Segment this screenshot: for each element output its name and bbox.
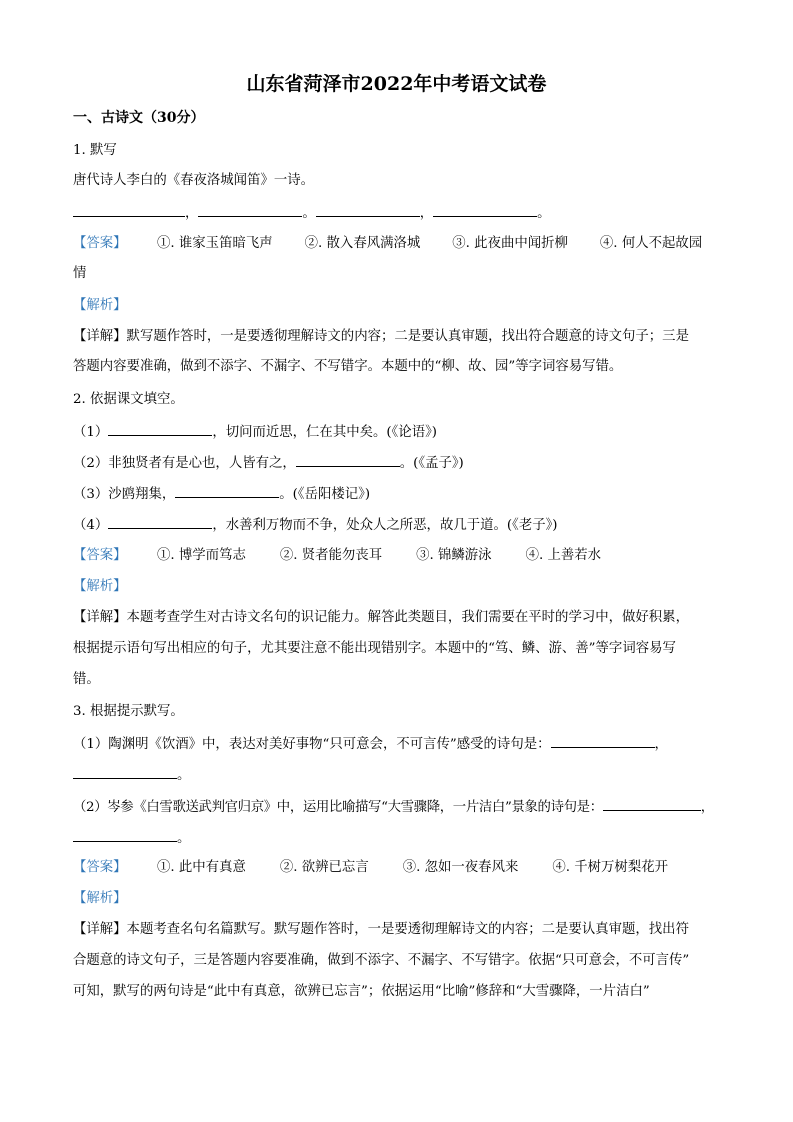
q3-detail: 可知，默写的两句诗是“此中有真意，欲辨已忘言”；依据运用“比喻”修辞和“大雪骤降，一片洁白” xyxy=(73,984,650,999)
answer-item: ②. 欲辨已忘言 xyxy=(279,860,369,875)
punct: ， xyxy=(185,206,199,221)
punct: 。 xyxy=(537,206,551,221)
answer-item: ②. 贤者能勿丧耳 xyxy=(279,548,383,563)
q3-item-1-continued xyxy=(73,764,733,786)
answer-item: ④. 上善若水 xyxy=(525,548,602,563)
answer-blank[interactable] xyxy=(108,421,212,436)
answer-item: ①. 此中有真意 xyxy=(157,860,246,875)
item-prefix: （3）沙鸥翔集， xyxy=(73,487,176,502)
answer-item: ①. 博学而笃志 xyxy=(157,548,246,563)
q2-detail: 根据提示语句写出相应的句子，尤其要注意不能出现错别字。本题中的“笃、鳞、游、善”等字词容易写 xyxy=(73,641,676,656)
q1-prompt: 唐代诗人李白的《春夜洛城闻笛》一诗。 xyxy=(73,173,315,188)
item-suffix: 。(《孟子》) xyxy=(399,456,464,471)
q2-answer xyxy=(73,546,733,566)
item-suffix: ，水善利万物而不争，处众人之所恶，故几于道。(《老子》) xyxy=(212,518,558,533)
item-prefix: （2）岑参《白雪歌送武判官归京》中，运用比喻描写“大雪骤降，一片洁白”景象的诗句是： xyxy=(73,800,603,815)
q3-item-2 xyxy=(73,796,733,818)
q3-item-1 xyxy=(73,733,733,755)
q3-item-2-continued xyxy=(73,827,733,849)
answer-blank[interactable] xyxy=(198,202,302,217)
q1-blanks xyxy=(73,202,733,224)
q3-detail: 【详解】本题考查名句名篇默写。默写题作答时，一是要透彻理解诗文的内容；二是要认真审题，找出符 xyxy=(73,922,689,937)
q1-heading: 1. 默写 xyxy=(73,143,117,158)
q2-item-1 xyxy=(73,421,733,443)
page-title: 山东省菏泽市2022年中考语文试卷 xyxy=(246,73,547,95)
answer-blank[interactable] xyxy=(73,202,185,217)
answer-label: 【答案】 xyxy=(73,236,127,251)
answer-item: ④. 何人不起故园 xyxy=(599,236,703,251)
answer-blank[interactable] xyxy=(73,827,177,842)
answer-blank[interactable] xyxy=(603,796,701,811)
punct: 。 xyxy=(177,831,191,846)
item-prefix: （2）非独贤者有是心也，人皆有之， xyxy=(73,456,296,471)
analysis-label: 【解析】 xyxy=(73,298,127,313)
answer-blank[interactable] xyxy=(175,483,279,498)
answer-item: ④. 千树万树梨花开 xyxy=(552,860,668,875)
answer-label: 【答案】 xyxy=(73,860,127,875)
item-prefix: （1） xyxy=(73,425,109,440)
answer-blank[interactable] xyxy=(73,764,177,779)
answer-blank[interactable] xyxy=(296,452,400,467)
punct: 。 xyxy=(302,206,316,221)
q2-item-2 xyxy=(73,452,733,474)
answer-item: ③. 忽如一夜春风来 xyxy=(402,860,519,875)
answer-item: ①. 谁家玉笛暗飞声 xyxy=(157,236,273,251)
q2-detail: 【详解】本题考查学生对古诗文名句的识记能力。解答此类题目，我们需要在平时的学习中，做好积累， xyxy=(73,610,689,625)
item-prefix: （1）陶渊明《饮酒》中，表达对美好事物“只可意会，不可言传”感受的诗句是： xyxy=(73,737,551,752)
answer-blank[interactable] xyxy=(551,733,655,748)
answer-item: ③. 锦鳞游泳 xyxy=(416,548,492,563)
analysis-label: 【解析】 xyxy=(73,579,127,594)
q3-detail: 合题意的诗文句子，三是答题内容要准确，做到不添字、不漏字、不写错字。依据“只可意会，不可言传” xyxy=(73,953,690,968)
q2-detail: 错。 xyxy=(73,672,100,687)
item-suffix: ，切问而近思，仁在其中矣。(《论语》) xyxy=(212,425,438,440)
section-heading: 一、古诗文（30分） xyxy=(73,110,205,126)
q2-item-4 xyxy=(73,514,733,536)
q1-answer-continued: 情 xyxy=(73,266,87,281)
q1-detail: 答题内容要准确，做到不添字、不漏字、不写错字。本题中的“柳、故、园”等字词容易写错。 xyxy=(73,359,623,374)
item-prefix: （4） xyxy=(73,518,109,533)
answer-blank[interactable] xyxy=(316,202,420,217)
answer-item: ②. 散入春风满洛城 xyxy=(304,236,421,251)
q3-heading: 3. 根据提示默写。 xyxy=(73,704,184,719)
item-suffix: 。(《岳阳楼记》) xyxy=(279,487,371,502)
q1-detail: 【详解】默写题作答时，一是要透彻理解诗文的内容；二是要认真审题，找出符合题意的诗文句子；三是 xyxy=(73,329,689,344)
q3-answer xyxy=(73,858,733,878)
answer-blank[interactable] xyxy=(108,514,212,529)
q1-answer xyxy=(73,234,733,254)
answer-blank[interactable] xyxy=(433,202,537,217)
answer-label: 【答案】 xyxy=(73,548,127,563)
q2-heading: 2. 依据课文填空。 xyxy=(73,392,184,407)
punct: ， xyxy=(700,800,714,815)
punct: 。 xyxy=(177,768,191,783)
answer-item: ③. 此夜曲中闻折柳 xyxy=(452,236,568,251)
punct: ， xyxy=(419,206,434,221)
q2-item-3 xyxy=(73,483,733,505)
punct: ， xyxy=(654,737,668,752)
analysis-label: 【解析】 xyxy=(73,891,127,906)
